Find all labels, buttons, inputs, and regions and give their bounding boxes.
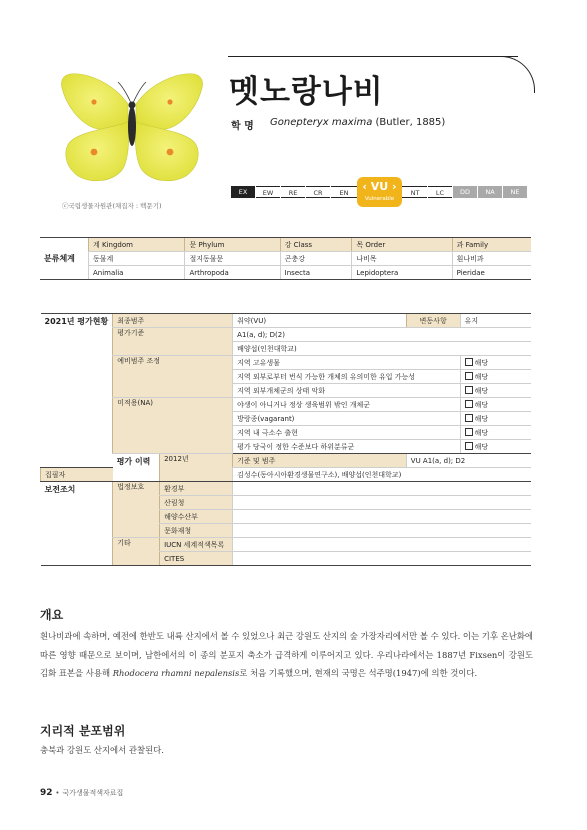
na-label: 미적용(NA): [113, 398, 233, 454]
taxonomy-latin-row: [40, 266, 531, 280]
final-category-value: 취약(VU): [233, 314, 407, 328]
history-criteria-label: 기준 및 범주: [233, 454, 407, 468]
category-ew: EW: [256, 186, 280, 198]
na-checkbox[interactable]: 해당: [460, 398, 531, 412]
na-checkbox[interactable]: 해당: [460, 426, 531, 440]
legal-protection-label: 법정보호: [113, 482, 160, 538]
category-dd: DD: [453, 186, 477, 198]
category-nt: NT: [403, 186, 427, 198]
publication-title: 국가생물적색자료집: [62, 789, 124, 797]
legal-item: 해양수산부: [160, 510, 233, 524]
header-rule-curve: [498, 56, 535, 93]
prelim-checkbox[interactable]: 해당: [460, 370, 531, 384]
taxonomy-table: [40, 237, 531, 280]
selected-category-label: Vulnerable: [364, 196, 395, 202]
taxonomy-cell: 곤충강: [280, 252, 352, 266]
page-title: 멧노랑나비: [229, 74, 384, 110]
taxonomy-cell: 나비목: [352, 252, 452, 266]
checkbox-icon: [465, 442, 473, 450]
final-category-label: 최종범주: [113, 314, 233, 328]
taxonomy-section-label: 분류체계: [40, 238, 89, 280]
other-item: CITES: [160, 552, 233, 566]
protection-row: [41, 482, 532, 496]
other-item-value: [233, 538, 531, 552]
na-checkbox[interactable]: 해당: [460, 440, 531, 454]
taxonomy-cell: Arthropoda: [185, 266, 280, 280]
legal-item: 문화재청: [160, 524, 233, 538]
evaluation-table: [40, 313, 531, 566]
distribution-heading: 지리적 분포범위: [40, 724, 126, 738]
legal-item: 환경부: [160, 482, 233, 496]
scientific-name-binomial: Gonepteryx maxima: [270, 117, 373, 128]
category-re: RE: [281, 186, 305, 198]
assessor-value: 배양섭(인천대학교): [233, 342, 531, 356]
criteria-row: [41, 328, 532, 342]
category-ex: EX: [231, 186, 255, 198]
taxonomy-header-row: [40, 238, 531, 252]
category-ne: NE: [503, 186, 527, 198]
evaluation-section-label: 2021년 평가현황: [41, 314, 113, 468]
history-author-value: 김성수(동아시아환경생물연구소), 배양섭(인천대학교): [233, 468, 531, 482]
taxonomy-column-header: 문 Phylum: [185, 238, 280, 252]
protection-row: [41, 538, 532, 552]
taxonomy-cell: Pieridae: [452, 266, 531, 280]
na-item: 지역 내 극소수 출현: [233, 426, 460, 440]
other-item-value: [233, 552, 531, 566]
history-year: 2012년: [160, 454, 233, 482]
checkbox-icon: [465, 372, 473, 380]
taxonomy-cell: 동물계: [89, 252, 185, 266]
prelim-item: 지역 고유생물: [233, 356, 460, 370]
prelim-item: 지역 외부로부터 번식 가능한 개체의 유의미한 유입 가능성: [233, 370, 460, 384]
other-protection-label: 기타: [113, 538, 160, 566]
checkbox-icon: [465, 386, 473, 394]
header-rule: [228, 56, 518, 57]
prelim-item: 지역 외부개체군의 상태 악화: [233, 384, 460, 398]
page-number: 92: [40, 788, 53, 798]
criteria-value: A1(a, d); D(2): [233, 328, 531, 342]
butterfly-photo: [56, 70, 208, 192]
taxonomy-korean-row: [40, 252, 531, 266]
legal-item-value: [233, 524, 531, 538]
taxonomy-cell: Lepidoptera: [352, 266, 452, 280]
checkbox-icon: [465, 400, 473, 408]
footer-bullet: •: [55, 789, 60, 797]
taxonomy-cell: Animalia: [89, 266, 185, 280]
taxonomy-cell: 흰나비과: [452, 252, 531, 266]
criteria-label: 평가기준: [113, 328, 233, 356]
na-item: 방랑종(vagarant): [233, 412, 460, 426]
photo-credit: ⓒ국립생물자원관(채집자 : 백문기): [62, 202, 162, 210]
change-label: 변동사항: [406, 314, 460, 328]
overview-paragraph: 흰나비과에 속하며, 예전에 한반도 내륙 산지에서 볼 수 있었으나 최근 강원도 산지의 숲 가장자리에서만 볼 수 있다. 이는 기후 온난화에 따른 영향 때문으로 보이며, 남한에서의 이 종의 분포지 축소가 급격하게 이루어지고 있다. 우리나라에서는 1887년 Fixsen이 강원도 김화 표본을 사용해 Rhodocera rhamni nepalensis로 처음 기록했으며, 현재의 국명은 석주명(1947)에 의한 것이다.: [40, 631, 533, 678]
na-row: [41, 398, 532, 412]
page-footer: [40, 788, 123, 798]
other-item: IUCN 세계적색목록: [160, 538, 233, 552]
legal-item-value: [233, 482, 531, 496]
distribution-paragraph: 충북과 강원도 산지에서 관찰된다.: [40, 745, 164, 755]
scientific-name: [270, 117, 445, 128]
taxonomy-column-header: 계 Kingdom: [89, 238, 185, 252]
history-author-label: 집필자: [41, 468, 113, 482]
legal-item-value: [233, 510, 531, 524]
history-criteria-row: [41, 454, 532, 468]
selected-category-code: ‹ VU ›: [362, 180, 397, 193]
final-category-row: [41, 314, 532, 328]
scientific-name-author: (Butler, 1885): [375, 117, 446, 128]
category-en: EN: [331, 186, 357, 198]
checkbox-icon: [465, 414, 473, 422]
change-value: 유지: [460, 314, 531, 328]
category-cr: CR: [306, 186, 330, 198]
prelim-checkbox[interactable]: 해당: [460, 356, 531, 370]
taxonomy-cell: Insecta: [280, 266, 352, 280]
historic-name: Rhodocera rhamni nepalensis: [112, 668, 240, 678]
category-na: NA: [478, 186, 502, 198]
overview-heading: 개요: [40, 608, 64, 622]
na-checkbox[interactable]: 해당: [460, 412, 531, 426]
prelim-row: [41, 356, 532, 370]
taxonomy-column-header: 강 Class: [280, 238, 352, 252]
taxonomy-cell: 절지동물문: [185, 252, 280, 266]
selected-category-badge: [357, 177, 402, 207]
na-item: 야생이 아니거나 정상 생육범위 밖인 개체군: [233, 398, 460, 412]
category-lc: LC: [428, 186, 452, 198]
taxonomy-column-header: 목 Order: [352, 238, 452, 252]
na-item: 평가 당국이 정한 수준보다 하위분류군: [233, 440, 460, 454]
prelim-label: 예비범주 조정: [113, 356, 233, 398]
history-criteria-value: VU A1(a, d); D2: [406, 454, 531, 468]
prelim-checkbox[interactable]: 해당: [460, 384, 531, 398]
checkbox-icon: [465, 428, 473, 436]
protection-section-label: 보전조치: [41, 482, 113, 566]
checkbox-icon: [465, 358, 473, 366]
scientific-name-label: 학 명: [231, 121, 254, 132]
history-section-label: 평가 이력: [113, 454, 160, 482]
taxonomy-column-header: 과 Family: [452, 238, 531, 252]
legal-item: 산림청: [160, 496, 233, 510]
legal-item-value: [233, 496, 531, 510]
